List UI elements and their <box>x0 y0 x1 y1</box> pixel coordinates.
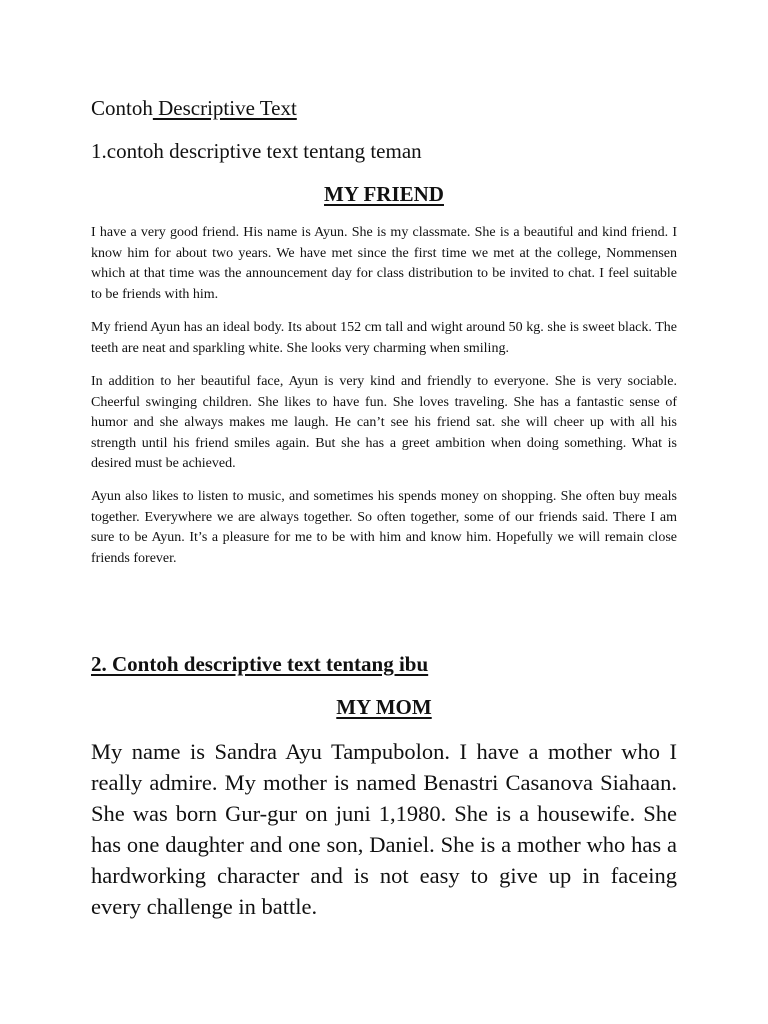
section2-paragraph: My name is Sandra Ayu Tampubolon. I have a mother who I really admire. My mother is named Benastri Casanova Siahaan. She was born Gur-gur on juni 1,1980. She is a housewife. She has one daughter and one son, Daniel. She is a mother who has a hardworking character and is not easy to give up in faceing every challenge in battle. <box>91 739 677 919</box>
section1-subtitle: 1.contoh descriptive text tentang teman <box>91 139 422 163</box>
section2-title: MY MOM <box>336 695 432 719</box>
section2-subtitle: 2. Contoh descriptive text tentang ibu <box>91 652 429 676</box>
document-heading <box>91 95 297 121</box>
section1-paragraph-4: Ayun also likes to listen to music, and sometimes his spends money on shopping. She often buy meals together. Everywhere we are always together. So often together, some of our friends said. There I am sure to be Ayun. It’s a pleasure for me to be with him and know him. Hopefully we will remain close friends forever. <box>91 489 677 566</box>
section1-paragraph-3: In addition to her beautiful face, Ayun is very kind and friendly to everyone. She is very sociable. Cheerful swinging children. She likes to have fun. She loves traveling. She has a fantastic sense of humor and she always makes me laugh. He can’t see his friend sat. she will cheer up with all his strength until his friend smiles again. But she has a greet ambition when doing something. What is desired must be achieved. <box>91 374 677 472</box>
section1-title: MY FRIEND <box>324 182 444 206</box>
heading-word-contoh: Contoh <box>91 96 153 120</box>
section1-paragraph-2: My friend Ayun has an ideal body. Its about 152 cm tall and wight around 50 kg. she is sweet black. The teeth are neat and sparkling white. She looks very charming when smiling. <box>91 320 677 356</box>
section1-paragraph-1: I have a very good friend. His name is Ayun. She is my classmate. She is a beautiful and kind friend. I know him for about two years. We have met since the first time we met at the college, Nommensen which at that time was the announcement day for class distribution to be invited to chat. I feel suitable to be friends with him. <box>91 225 677 302</box>
heading-word-descriptive-text: Descriptive Text <box>152 96 297 120</box>
